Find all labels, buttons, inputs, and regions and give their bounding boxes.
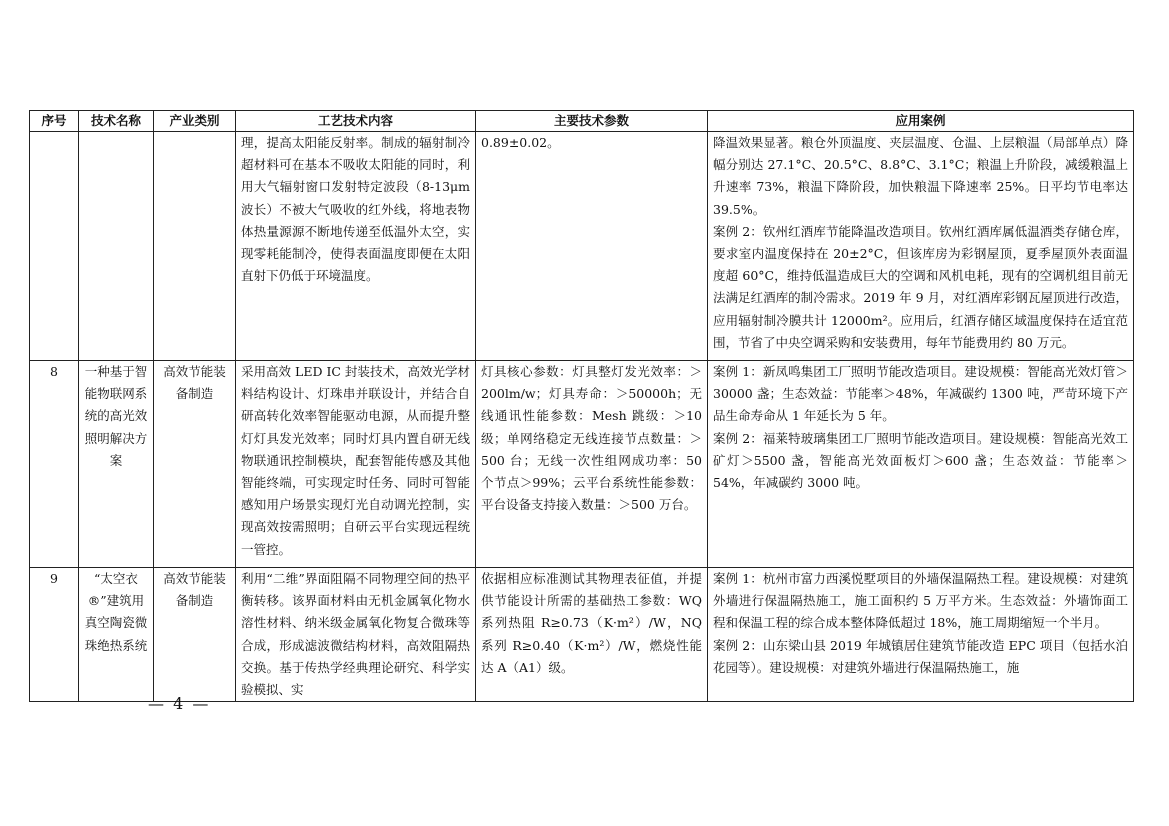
table-row — [30, 132, 1134, 361]
industry-category: 高效节能装备制造 — [154, 361, 236, 568]
header-process: 工艺技术内容 — [236, 111, 476, 132]
header-category: 产业类别 — [154, 111, 236, 132]
table-header-row — [30, 111, 1134, 132]
tech-name: “太空衣®”建筑用真空陶瓷微珠绝热系统 — [79, 568, 154, 702]
main-parameters: 依据相应标准测试其物理表征值，并提供节能设计所需的基础热工参数：WQ 系列热阻 R≥0.73（K·m²）/W，NQ 系列 R≥0.40（K·m²）/W，燃烧性能达 A（A1）级。 — [476, 568, 708, 702]
table-row — [30, 568, 1134, 702]
process-content: 利用“二维”界面阻隔不同物理空间的热平衡转移。该界面材料由无机金属氧化物水溶性材料、纳米级金属氧化物复合微珠等合成，形成滤波微结构材料，高效阻隔热交换。基于传热学经典理论研究、科学实验模拟、实 — [236, 568, 476, 702]
process-content: 采用高效 LED IC 封装技术，高效光学材料结构设计、灯珠串并联设计，并结合自研高转化效率智能驱动电源，从而提升整灯灯具发光效率；同时灯具内置自研无线物联通讯控制模块，配套智能传感及其他智能终端，可实现定时任务、同时可智能感知用户场景实现灯光自动调光控制，实现高效按需照明；自研云平台实现远程统一管控。 — [236, 361, 476, 568]
tech-name — [79, 132, 154, 361]
main-parameters: 灯具核心参数：灯具整灯发光效率：＞200lm/w；灯具寿命：＞50000h；无线通讯性能参数：Mesh 跳级：＞10 级；单网络稳定无线连接节点数量：＞500 台；无线一次性组网成功率：50 个节点＞99%；云平台系统性能参数：平台设备支持接入数量：＞500 万台。 — [476, 361, 708, 568]
case-paragraph: 案例 1：杭州市富力西溪悦墅项目的外墙保温隔热工程。建设规模：对建筑外墙进行保温隔热施工，施工面积约 5 万平方米。生态效益：外墙饰面工程和保温工程的综合成本整体降低超过 18%，施工周期缩短一个半月。 — [713, 571, 1128, 631]
main-parameters: 0.89±0.02。 — [476, 132, 708, 361]
industry-category: 高效节能装备制造 — [154, 568, 236, 702]
case-paragraph: 案例 2：山东梁山县 2019 年城镇居住建筑节能改造 EPC 项目（包括水泊花园等）。建设规模：对建筑外墙进行保温隔热施工，施 — [713, 637, 1128, 675]
page-number: — 4 — — [148, 694, 211, 713]
case-paragraph: 案例 1：新凤鸣集团工厂照明节能改造项目。建设规模：智能高光效灯管＞30000 盏；生态效益：节能率＞48%，年减碳约 1300 吨，严苛环境下产品生命寿命从 1 年延长为 5 年。 — [713, 364, 1128, 424]
header-tech-name: 技术名称 — [79, 111, 154, 132]
application-cases — [708, 568, 1134, 702]
table-row — [30, 361, 1134, 568]
application-cases — [708, 132, 1134, 361]
industry-category — [154, 132, 236, 361]
row-number — [30, 132, 79, 361]
header-cases: 应用案例 — [708, 111, 1134, 132]
row-number: 9 — [30, 568, 79, 702]
application-cases — [708, 361, 1134, 568]
technology-table — [29, 110, 1134, 702]
tech-name: 一种基于智能物联网系统的高光效照明解决方案 — [79, 361, 154, 568]
header-params: 主要技术参数 — [476, 111, 708, 132]
process-content: 理，提高太阳能反射率。制成的辐射制冷超材料可在基本不吸收太阳能的同时，利用大气辐射窗口发射特定波段（8-13μm 波长）不被大气吸收的红外线，将地表物体热量源源不断地传递至低温外太空，实现零耗能制冷，使得表面温度即便在太阳直射下仍低于环境温度。 — [236, 132, 476, 361]
case-paragraph: 降温效果显著。粮仓外顶温度、夹层温度、仓温、上层粮温（局部单点）降幅分别达 27.1°C、20.5°C、8.8°C、3.1°C；粮温上升阶段，减缓粮温上升速率 73%，粮温下降阶段，加快粮温下降速率 25%。日平均节电率达 39.5%。 — [713, 135, 1132, 217]
case-paragraph: 案例 2：钦州红酒库节能降温改造项目。钦州红酒库属低温酒类存储仓库，要求室内温度保持在 20±2°C，但该库房为彩钢屋顶，夏季屋顶外表面温度超 60°C，维持低温造成巨大的空调和风机电耗，现有的空调机组目前无法满足红酒库的制冷需求。2019 年 9 月，对红酒库彩钢瓦屋顶进行改造，应用辐射制冷膜共计 12000m²。应用后，红酒存储区域温度保持在适宜范围，节省了中央空调采购和安装费用，每年节能费用约 80 万元。 — [713, 223, 1128, 350]
case-paragraph: 案例 2：福莱特玻璃集团工厂照明节能改造项目。建设规模：智能高光效工矿灯＞5500 盏，智能高光效面板灯＞600 盏；生态效益：节能率＞54%，年减碳约 3000 吨。 — [713, 430, 1128, 491]
header-num: 序号 — [30, 111, 79, 132]
row-number: 8 — [30, 361, 79, 568]
